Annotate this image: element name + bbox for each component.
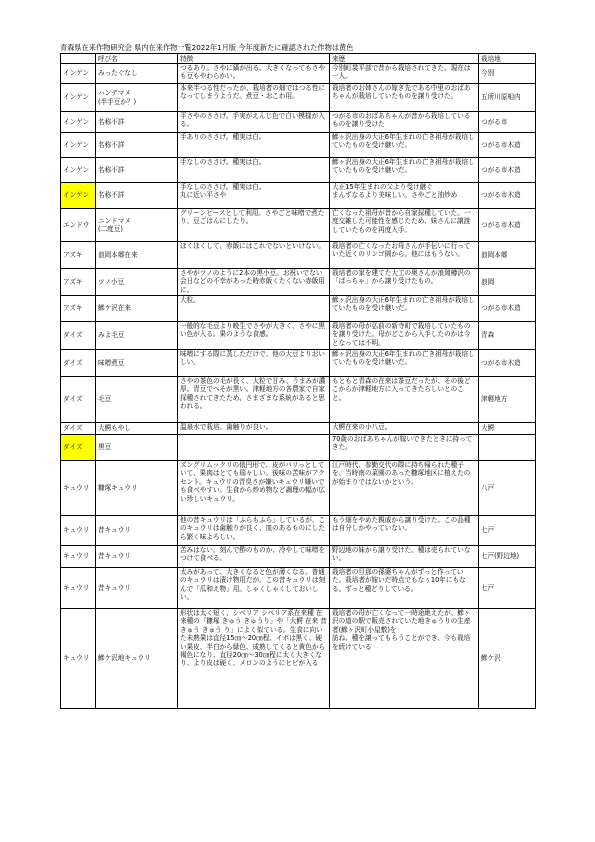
name-cell-text: ツノ小豆 <box>98 277 125 286</box>
region-cell-text: 七戸 <box>481 583 495 592</box>
name-cell <box>96 516 178 546</box>
history-cell <box>330 322 479 350</box>
features-cell-text: 大粒。 <box>180 296 200 304</box>
history-cell-text: 栽培者のお姉さんの嫁ぎ先である中里のおばあちゃんが栽培していたものを譲り受けた。 <box>332 84 471 101</box>
crop-cell-text: インゲン <box>63 140 90 149</box>
name-cell-text: 味噌煮豆 <box>98 358 125 367</box>
region-cell-text: 浪岡本郷 <box>481 250 508 259</box>
name-cell-text: 名称不詳 <box>98 165 125 174</box>
header-region: 栽培地 <box>479 54 536 64</box>
history-cell <box>330 435 479 461</box>
region-cell-text: つがる市木造 <box>481 140 521 149</box>
crop-cell <box>61 209 96 242</box>
table-header-row <box>61 54 536 64</box>
crop-cell-text: エンドウ <box>63 220 90 229</box>
table-row <box>61 423 536 435</box>
crop-cell <box>61 242 96 269</box>
name-cell <box>96 183 178 209</box>
name-cell <box>96 112 178 133</box>
history-cell-text: 野辺地の妹から譲り受けた。種は売られていない。 <box>332 546 471 563</box>
features-cell <box>178 242 330 269</box>
history-cell-text: 栽培者の母が弘前の新寺町で栽培していたものを譲り受けた。母がどこから入手したのかは今となっては不明。 <box>332 322 471 347</box>
features-cell-text: 太みがあって、大きくなると色が薄くなる。普通のキュウリは漬け物用だが、この昔キュウリは刻んで「瓜和え物」用。しゃくしゃくしておいしい。 <box>180 568 326 602</box>
history-cell-text: 栽培者の家を建てた大工の奥さんが浪岡樽沢の「ぱっちゃ」から譲り受けたもの。 <box>332 269 471 286</box>
history-cell-text: 70歳のおばあちゃんが嫁いできたときに持ってきた。 <box>332 435 473 452</box>
region-cell <box>479 296 536 322</box>
table-row <box>61 209 536 242</box>
region-cell <box>479 242 536 269</box>
features-cell-text: 形状は太く短く、シベリア シベリア系在来種 在来種の「糠塚 きゅう きゅうり」や「大鰐 在来 昔きゅう きゅう り」によく似ている。生食に向いた未熟果は直径15㎝〜20㎝程、イボは黒く、硬い果皮、半白から緑色、成熟してくると黄色から褐色になり、直径20㎝〜30㎝程に太く大きくなり、より皮は硬く、メロンのようにヒビが入る <box>180 609 327 668</box>
features-cell-text: 一般的な毛豆より晩生でさやが大きく、さやに黒い色が入る。果のような食感。 <box>180 322 325 339</box>
crop-cell-text: キュウリ <box>63 583 90 592</box>
name-cell <box>96 242 178 269</box>
history-cell <box>330 112 479 133</box>
region-cell-text: 浪岡 <box>481 277 495 286</box>
features-cell <box>178 609 330 709</box>
name-cell-text: みったぐなし <box>98 69 138 78</box>
features-cell <box>178 158 330 183</box>
name-cell-text: ニンドマメ (二度豆) <box>98 216 131 233</box>
region-cell <box>479 209 536 242</box>
region-cell-text: 八戸 <box>481 483 495 492</box>
region-cell-text: 津軽地方 <box>481 395 508 404</box>
features-cell-text: 平さやのささげ。手実がえんじ色で白い模様が入る。 <box>180 112 325 129</box>
crop-cell <box>61 461 96 516</box>
crop-cell-text: キュウリ <box>63 526 90 535</box>
history-cell <box>330 516 479 546</box>
region-cell <box>479 158 536 183</box>
name-cell <box>96 350 178 377</box>
region-cell-text: つがる市木造 <box>481 304 521 313</box>
crop-cell <box>61 435 96 461</box>
region-cell <box>479 350 536 377</box>
history-cell <box>330 350 479 377</box>
features-cell <box>178 322 330 350</box>
header-name: 呼び名 <box>96 54 178 64</box>
features-cell <box>178 209 330 242</box>
region-cell <box>479 112 536 133</box>
history-cell-text: 大鰐在来の小八豆。 <box>332 423 392 431</box>
history-cell <box>330 158 479 183</box>
features-cell-text: さやの茶色の毛が長く、大粒で甘み、うまみが濃厚。青豆でへそが黒い。津軽地方の各農家で自家採種されてきたため、さまざまな系統があると思われる。 <box>180 377 326 411</box>
table-row <box>61 242 536 269</box>
table-row <box>61 112 536 133</box>
features-cell <box>178 546 330 568</box>
features-cell <box>178 84 330 112</box>
name-cell <box>96 546 178 568</box>
header-crop <box>61 54 96 64</box>
features-cell-text: 手ありのささげ。種実は白。 <box>180 133 266 141</box>
name-cell-text: 昔キュウリ <box>98 552 131 561</box>
history-cell <box>330 183 479 209</box>
crop-cell <box>61 423 96 435</box>
region-cell-text: つがる市木造 <box>481 220 521 229</box>
crop-cell-text: インゲン <box>63 69 90 78</box>
crop-cell-text: インゲン <box>63 117 90 126</box>
name-cell-text: 黒豆 <box>98 443 112 452</box>
history-cell-text: 栽培者の旦那の孫婆ちゃんがずっと作っていた。栽培者が嫁いだ時点でもなぅ10年にもなる。ずっと種どりしている。 <box>332 568 466 593</box>
region-cell <box>479 609 536 709</box>
name-cell-text: 毛豆 <box>98 395 112 404</box>
name-cell <box>96 209 178 242</box>
header-history: 来歴 <box>330 54 479 64</box>
table-row <box>61 322 536 350</box>
name-cell-text: みよ毛豆 <box>98 331 125 340</box>
crop-cell <box>61 609 96 709</box>
history-cell-text: 大正15年生まれの父より受け継ぐ まんずなるより美味しい。さやごと油炒め <box>332 183 458 200</box>
features-cell-text: つるあり。さやに縞が出る。大きくなってもさやも豆もやわらかい。 <box>180 64 326 81</box>
table-row <box>61 435 536 461</box>
crop-cell <box>61 546 96 568</box>
table-row <box>61 546 536 568</box>
region-cell-text: 七戸(野辺地) <box>481 552 520 561</box>
history-cell <box>330 609 479 709</box>
table-row <box>61 568 536 609</box>
features-cell <box>178 377 330 423</box>
history-cell <box>330 64 479 84</box>
history-cell <box>330 269 479 296</box>
crop-cell-text: インゲン <box>63 191 90 200</box>
header-features: 特徴 <box>178 54 330 64</box>
crop-cell <box>61 112 96 133</box>
features-cell <box>178 296 330 322</box>
region-cell <box>479 516 536 546</box>
features-cell <box>178 516 330 546</box>
name-cell <box>96 158 178 183</box>
table-row <box>61 158 536 183</box>
crop-cell-text: ダイズ <box>63 424 83 433</box>
crop-cell <box>61 350 96 377</box>
region-cell-text: 五所川原相内 <box>481 93 521 102</box>
history-cell-text: もう畑をやめた親戚から譲り受けた。この品種は自分しかやっていない。 <box>332 516 471 533</box>
crop-cell <box>61 269 96 296</box>
history-cell-text: 栽培者の母が亡くなって一時途絶えたが、鰺ヶ沢の道の駅で販売されていた地きゅうりの生産者(鰺ヶ沢町小屋敷)を 訪ね、種を譲ってもらうことができ、今も栽培を続けている <box>332 609 471 651</box>
name-cell <box>96 133 178 158</box>
region-cell <box>479 568 536 609</box>
name-cell <box>96 296 178 322</box>
features-cell-text: 苦みはない。刻んで酢のものか、冷やして味噌をつけて食べる。 <box>180 546 326 563</box>
history-cell-text: つがる市のおばあちゃんが昔から栽培しているものを譲り受けた <box>332 112 471 129</box>
name-cell <box>96 568 178 609</box>
history-cell-text: もともと青森の在来は茶豆だったが、その後どこからか津軽地方に入ってきたらしいとのこと。 <box>332 377 471 402</box>
table-body <box>61 64 536 709</box>
name-cell-text: 名称不詳 <box>98 191 125 200</box>
features-cell <box>178 435 330 461</box>
crop-table <box>60 53 536 709</box>
crop-cell <box>61 568 96 609</box>
table-row <box>61 183 536 209</box>
name-cell-text: 糠塚キュウリ <box>98 483 138 492</box>
name-cell-text: ハンデマメ (半手豆か？) <box>98 89 137 106</box>
features-cell <box>178 183 330 209</box>
region-cell <box>479 183 536 209</box>
crop-cell <box>61 84 96 112</box>
name-cell-text: 名称不詳 <box>98 140 125 149</box>
features-cell <box>178 112 330 133</box>
crop-cell <box>61 322 96 350</box>
name-cell-text: 浪岡本郷在来 <box>98 250 138 259</box>
crop-cell <box>61 183 96 209</box>
name-cell <box>96 461 178 516</box>
table-row <box>61 269 536 296</box>
features-cell-text: 本来半つる性だったが、栽培者の畑ではつる性になってしまうようだ。煮豆・おこわ用。 <box>180 84 326 101</box>
history-cell-text: 栽培者の亡くなったお母さんが手伝いに行っていた近くのリンゴ園から。他にはもうない。 <box>332 242 471 259</box>
features-cell-text: 他の昔キュウリは「ふらもふら」しているが、このキュウリは歯触りが良く、皿のあるものにしたら繁く味よろしい。 <box>180 516 326 541</box>
history-cell-text: 亡くなった祖母が昔から自家採種していた。一度交雑した可能性を感じたため、妹さんに譲渡していたものを再度入手。 <box>332 209 471 234</box>
crop-cell-text: アズキ <box>63 277 83 286</box>
crop-cell <box>61 296 96 322</box>
name-cell <box>96 609 178 709</box>
name-cell <box>96 322 178 350</box>
features-cell <box>178 269 330 296</box>
crop-cell-text: キュウリ <box>63 552 90 561</box>
crop-cell-text: ダイズ <box>63 395 83 404</box>
features-cell <box>178 133 330 158</box>
history-cell <box>330 461 479 516</box>
history-cell-text: 鰺ヶ沢出身の大正6年生まれの亡き祖母が栽培していたものを受け継いだ。 <box>332 296 475 313</box>
history-cell <box>330 423 479 435</box>
region-cell-text: つがる市木造 <box>481 191 521 200</box>
page-title: 青森県在来作物研究会 県内在来作物一覧2022年1月版 今年度新たに確認された作物は黄色 <box>60 43 354 52</box>
table-row <box>61 609 536 709</box>
features-cell-text: グリーンピースとして利用。さやごと味噌で煮たり、豆ごはんにしたり。 <box>180 209 325 226</box>
features-cell <box>178 461 330 516</box>
region-cell <box>479 435 536 461</box>
crop-cell <box>61 516 96 546</box>
table-row <box>61 84 536 112</box>
table-row <box>61 516 536 546</box>
features-cell <box>178 423 330 435</box>
region-cell <box>479 64 536 84</box>
features-cell-text: 味噌にする際に蒸しただけで、他の大豆よりおいしい。 <box>180 350 325 367</box>
name-cell <box>96 84 178 112</box>
features-cell <box>178 350 330 377</box>
crop-cell-text: キュウリ <box>63 654 90 663</box>
name-cell-text: 大鰐もやし <box>98 424 131 433</box>
region-cell <box>479 461 536 516</box>
region-cell-text: 青森 <box>481 331 495 340</box>
region-cell-text: 大鰐 <box>481 424 495 433</box>
region-cell-text: 鰺ケ沢 <box>481 654 501 663</box>
name-cell-text: 鰺ケ沢地キュウリ <box>98 654 151 663</box>
table-row <box>61 296 536 322</box>
crop-cell <box>61 64 96 84</box>
history-cell-text: 鰺ヶ沢出身の大正6年生まれの亡き祖母が栽培していたものを受け継いだ。 <box>332 350 475 367</box>
name-cell <box>96 377 178 423</box>
features-cell-text: さやがツノのように2本の黒小豆。お祝いでない会日などの不幸があった時赤飯くたくない赤飯用に。 <box>180 269 325 294</box>
name-cell-text: 鰺ケ沢在来 <box>98 304 131 313</box>
region-cell <box>479 133 536 158</box>
history-cell-text: 今別町袰平部で昔から栽培されてきた。現在は一人。 <box>332 64 471 81</box>
region-cell-text: つがる市木造 <box>481 358 521 367</box>
region-cell <box>479 322 536 350</box>
history-cell-text: 鰺ヶ沢出身の大正6年生まれの亡き祖母が栽培していたものを受け継いだ。 <box>332 133 475 150</box>
table-row <box>61 350 536 377</box>
features-cell-text: 温泉水で栽培。歯触りが良い。 <box>180 423 273 431</box>
history-cell-text: 鰺ヶ沢出身の大正6年生まれの亡き祖母が栽培していたものを受け継いだ。 <box>332 158 475 175</box>
name-cell <box>96 269 178 296</box>
crop-cell-text: ダイズ <box>63 358 83 367</box>
crop-cell-text: アズキ <box>63 250 83 259</box>
crop-cell-text: ダイズ <box>63 331 83 340</box>
region-cell-text: つがる市 <box>481 117 508 126</box>
region-cell <box>479 423 536 435</box>
crop-cell-text: アズキ <box>63 304 83 313</box>
name-cell-text: 名称不詳 <box>98 117 125 126</box>
crop-cell-text: キュウリ <box>63 483 90 492</box>
history-cell <box>330 377 479 423</box>
name-cell-text: 昔キュウリ <box>98 526 131 535</box>
name-cell-text: 昔キュウリ <box>98 583 131 592</box>
crop-cell <box>61 377 96 423</box>
crop-cell-text: インゲン <box>63 165 90 174</box>
name-cell <box>96 64 178 84</box>
region-cell <box>479 377 536 423</box>
table-row <box>61 461 536 516</box>
crop-cell-text: インゲン <box>63 93 90 102</box>
history-cell <box>330 84 479 112</box>
features-cell-text: ほくほくして、赤飯にはこれでないといけない。 <box>180 242 325 250</box>
region-cell <box>479 84 536 112</box>
name-cell <box>96 435 178 461</box>
crop-cell <box>61 158 96 183</box>
history-cell <box>330 209 479 242</box>
crop-cell <box>61 133 96 158</box>
history-cell <box>330 296 479 322</box>
history-cell <box>330 133 479 158</box>
table-row <box>61 377 536 423</box>
region-cell <box>479 546 536 568</box>
table-row <box>61 133 536 158</box>
name-cell <box>96 423 178 435</box>
history-cell <box>330 546 479 568</box>
region-cell-text: 七戸 <box>481 526 495 535</box>
features-cell-text: 手なしのささげ。種実は白。 丸に近い平さや <box>180 183 266 200</box>
crop-cell-text: ダイズ <box>63 443 83 452</box>
features-cell <box>178 568 330 609</box>
history-cell <box>330 242 479 269</box>
region-cell-text: つがる市木造 <box>481 165 521 174</box>
features-cell <box>178 64 330 84</box>
region-cell-text: 今別 <box>481 69 495 78</box>
features-cell-text: 手なしのささげ。種実は白。 <box>180 158 266 166</box>
history-cell-text: 江戸時代、参勤交代の際に持ち帰られた種子を、当時南の菜園のあった糠塚地区に植えたのが始まりではないかという。 <box>332 461 471 486</box>
region-cell <box>479 269 536 296</box>
table-row <box>61 64 536 84</box>
features-cell-text: ズングリムックリの俵円形で、皮がパリっとしていて、果肉はとても瑞々しい。後味の苦味がアクセント。キュウリの青臭さが嫌いキュウリ嫌いでも食べやすい。生食から炒め物など調理の幅が広い珍しいキュウリ。 <box>180 461 326 503</box>
history-cell <box>330 568 479 609</box>
